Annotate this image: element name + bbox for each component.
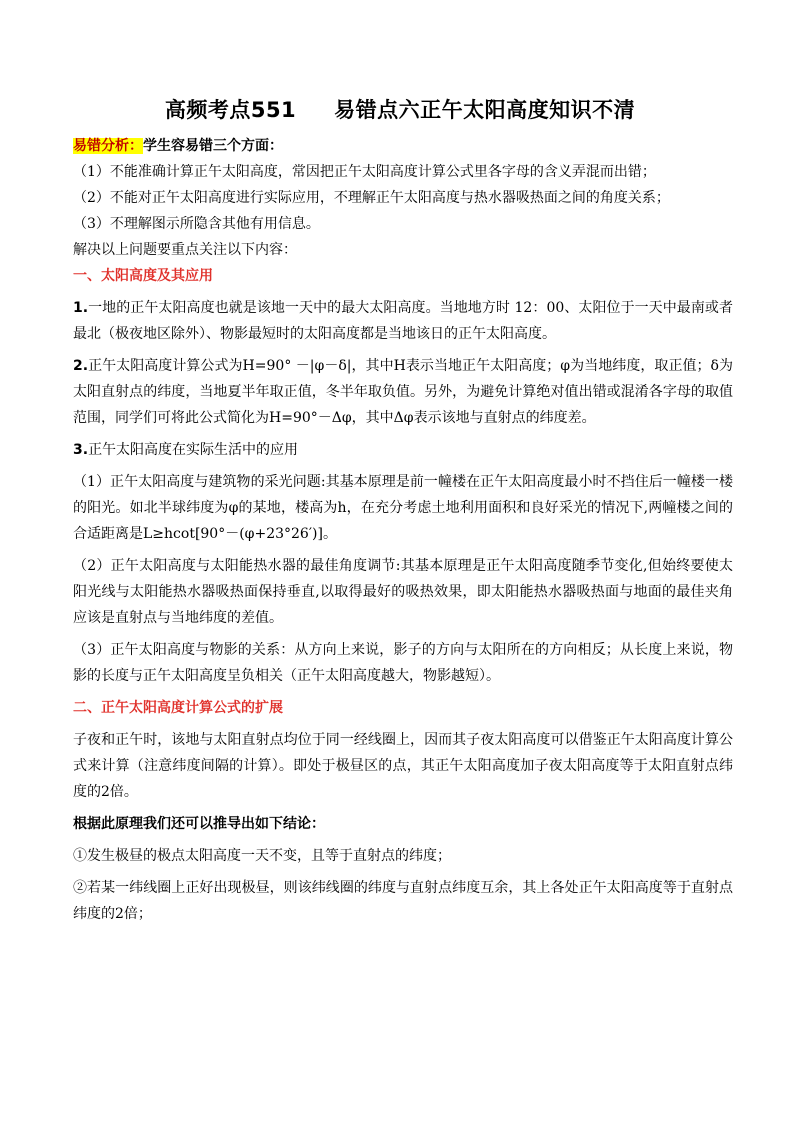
paragraph-number: 1.	[73, 300, 89, 316]
analysis-text: 学生容易错三个方面：	[143, 138, 283, 154]
section2-conclusion-1: ①发生极昼的极点太阳高度一天不变，且等于直射点的纬度；	[73, 848, 451, 864]
section2-conclusion-2: ②若某一纬线圈上正好出现极昼，则该纬线圈的纬度与直射点纬度互余，其上各处正午太阳高度等于直射点纬度的2倍；	[73, 880, 733, 922]
analysis-intro: 解决以上问题要重点关注以下内容：	[73, 242, 297, 258]
section1-paragraph-3	[73, 437, 733, 463]
paragraph-text: 一地的正午太阳高度也就是该地一天中的最大太阳高度。当地地方时 12：00、太阳位于一天中最南或者最北（极夜地区除外）、物影最短时的太阳高度都是当地该日的正午太阳高度。	[73, 300, 733, 342]
section2-heading: 二、正午太阳高度计算公式的扩展	[73, 700, 283, 716]
section1-paragraph-1	[73, 295, 733, 347]
analysis-item-2: （2）不能对正午太阳高度进行实际应用，不理解正午太阳高度与热水器吸热面之间的角度关系；	[73, 190, 670, 206]
section1-sub-3: （3）正午太阳高度与物影的关系：从方向上来说，影子的方向与太阳所在的方向相反；从长度上来说，物影的长度与正午太阳高度呈负相关（正午太阳高度越大，物影越短）。	[73, 642, 733, 684]
analysis-line	[73, 133, 733, 159]
section1-sub-1: （1）正午太阳高度与建筑物的采光问题:其基本原理是前一幢楼在正午太阳高度最小时不挡住后一幢楼一楼的阳光。如北半球纬度为φ的某地，楼高为h，在充分考虑土地利用面积和良好采光的情况下,两幢楼之间的合适距离是L≥hcot[90°－(φ+23°26′)]。	[73, 474, 733, 542]
page-title	[0, 94, 800, 124]
paragraph-number: 2.	[73, 358, 89, 374]
document-body	[73, 133, 733, 927]
section2-paragraph-1: 子夜和正午时，该地与太阳直射点均位于同一经线圈上，因而其子夜太阳高度可以借鉴正午太阳高度计算公式来计算（注意纬度间隔的计算）。即处于极昼区的点，其正午太阳高度加子夜太阳高度等于太阳直射点纬度的2倍。	[73, 732, 733, 800]
paragraph-text: 正午太阳高度在实际生活中的应用	[88, 442, 299, 458]
analysis-item-1: （1）不能准确计算正午太阳高度，常因把正午太阳高度计算公式里各字母的含义弄混而出错；	[73, 164, 656, 180]
paragraph-text: 正午太阳高度计算公式为H=90° －|φ－δ|，其中H表示当地正午太阳高度；φ为当地纬度，取正值；δ为太阳直射点的纬度，当地夏半年取正值，冬半年取负值。另外，为避免计算绝对值出错或混淆各字母的取值范围，同学们可将此公式简化为H=90°－Δφ，其中Δφ表示该地与直射点的纬度差。	[73, 358, 733, 426]
section2-conclusion: 根据此原理我们还可以推导出如下结论：	[73, 816, 325, 832]
section1-heading: 一、太阳高度及其应用	[73, 268, 213, 284]
analysis-label: 易错分析：	[73, 138, 143, 154]
title-topic: 易错点六正午太阳高度知识不清	[334, 98, 636, 122]
paragraph-number: 3.	[73, 442, 89, 458]
title-code: 高频考点551	[164, 98, 297, 122]
analysis-item-3: （3）不理解图示所隐含其他有用信息。	[73, 216, 320, 232]
section1-paragraph-2	[73, 353, 733, 431]
section1-sub-2: （2）正午太阳高度与太阳能热水器的最佳角度调节:其基本原理是正午太阳高度随季节变化,但始终要使太阳光线与太阳能热水器吸热面保持垂直,以取得最好的吸热效果，即太阳能热水器吸热面与地面的最佳夹角应该是直射点与当地纬度的差值。	[73, 558, 733, 626]
